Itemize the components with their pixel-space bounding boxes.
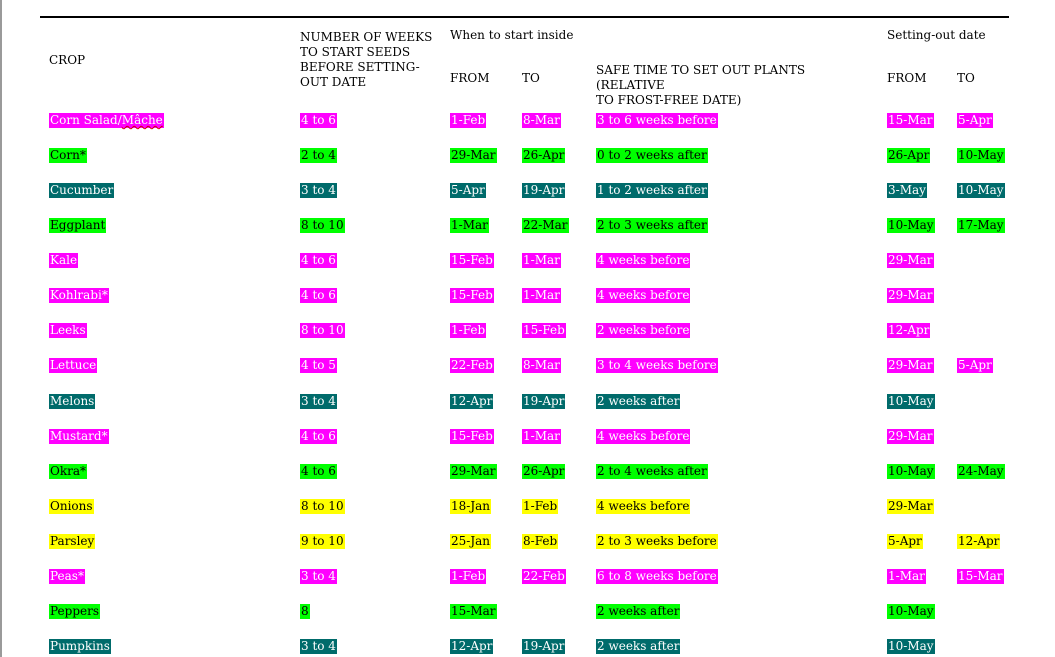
- cell-weeks: [300, 639, 337, 654]
- cell-start-to: [522, 464, 565, 479]
- cell-start-to-text: 8-Feb: [523, 534, 558, 548]
- header-safe-line1: SAFE TIME TO SET OUT PLANTS (RELATIVE: [596, 63, 806, 92]
- cell-crop-text: Okra*: [50, 464, 86, 478]
- cell-crop-text: Onions: [50, 499, 93, 513]
- cell-crop-text: Corn Salad/Mâche: [50, 113, 163, 127]
- cell-set-from: [887, 569, 926, 584]
- cell-safe-time: [596, 534, 718, 549]
- cell-safe-time-text: 3 to 4 weeks before: [597, 358, 717, 372]
- cell-start-from: [450, 288, 494, 303]
- cell-start-to: [522, 323, 566, 338]
- cell-set-from-text: 29-Mar: [888, 253, 933, 267]
- cell-safe-time-text: 2 to 3 weeks after: [597, 218, 707, 232]
- header-crop: CROP: [49, 53, 86, 67]
- cell-start-to-text: 26-Apr: [523, 148, 565, 162]
- cell-start-from: [450, 464, 497, 479]
- cell-set-from: [887, 639, 935, 654]
- cell-start-to: [522, 288, 561, 303]
- cell-weeks-text: 3 to 4: [301, 639, 336, 653]
- header-weeks: [300, 30, 435, 90]
- cell-safe-time: [596, 183, 708, 198]
- cell-safe-time: [596, 148, 708, 163]
- cell-safe-time: [596, 429, 690, 444]
- cell-weeks-text: 4 to 6: [301, 288, 336, 302]
- cell-set-from: [887, 604, 935, 619]
- cell-set-from-text: 29-Mar: [888, 499, 933, 513]
- cell-set-from-text: 3-May: [888, 183, 926, 197]
- header-start-to: TO: [522, 71, 540, 85]
- header-weeks-line3: BEFORE SETTING-: [300, 60, 420, 74]
- cell-set-from-text: 1-Mar: [888, 569, 925, 583]
- cell-weeks: [300, 464, 337, 479]
- cell-start-from: [450, 113, 486, 128]
- cell-weeks: [300, 113, 337, 128]
- cell-start-from-text: 1-Feb: [451, 323, 486, 337]
- cell-crop-text: Leeks: [50, 323, 86, 337]
- cell-crop: [49, 394, 95, 409]
- cell-set-from-text: 10-May: [888, 464, 934, 478]
- header-weeks-line4: OUT DATE: [300, 75, 367, 89]
- header-set-to: TO: [957, 71, 975, 85]
- cell-safe-time-text: 4 weeks before: [597, 429, 690, 443]
- cell-safe-time-text: 2 weeks after: [597, 639, 680, 653]
- cell-weeks: [300, 394, 337, 409]
- cell-start-to-text: 8-Mar: [523, 113, 560, 127]
- cell-start-to: [522, 534, 558, 549]
- cell-start-to-text: 8-Mar: [523, 358, 560, 372]
- cell-start-to: [522, 429, 561, 444]
- cell-crop-text: Peppers: [50, 604, 99, 618]
- cell-weeks-text: 9 to 10: [301, 534, 344, 548]
- cell-weeks: [300, 288, 337, 303]
- cell-start-from-text: 18-Jan: [451, 499, 491, 513]
- cell-start-to-text: 15-Feb: [523, 323, 565, 337]
- cell-set-from: [887, 218, 935, 233]
- cell-start-to: [522, 569, 566, 584]
- cell-set-to-text: 5-Apr: [958, 358, 992, 372]
- cell-crop: [49, 604, 100, 619]
- cell-safe-time: [596, 604, 680, 619]
- cell-start-to-text: 19-Apr: [523, 639, 565, 653]
- cell-crop-text: Melons: [50, 394, 95, 408]
- cell-weeks: [300, 183, 337, 198]
- cell-crop: [49, 429, 109, 444]
- cell-crop: [49, 569, 85, 584]
- header-setting-out: Setting-out date: [887, 28, 986, 42]
- cell-set-from-text: 15-Mar: [888, 113, 933, 127]
- cell-set-from-text: 10-May: [888, 218, 934, 232]
- cell-set-to-text: 10-May: [958, 183, 1004, 197]
- cell-safe-time: [596, 218, 708, 233]
- cell-start-from: [450, 253, 494, 268]
- cell-start-from-text: 29-Mar: [451, 148, 496, 162]
- cell-start-from: [450, 323, 486, 338]
- cell-set-from: [887, 183, 927, 198]
- cell-start-from-text: 22-Feb: [451, 358, 493, 372]
- cell-start-to-text: 22-Mar: [523, 218, 568, 232]
- cell-start-to-text: 26-Apr: [523, 464, 565, 478]
- cell-set-from: [887, 113, 934, 128]
- cell-weeks: [300, 148, 337, 163]
- cell-safe-time-text: 1 to 2 weeks after: [597, 183, 707, 197]
- cell-set-from: [887, 534, 923, 549]
- cell-start-from-text: 1-Feb: [451, 113, 486, 127]
- cell-weeks: [300, 604, 310, 619]
- table-top-rule: [40, 16, 1009, 18]
- header-safe-time: [596, 63, 876, 108]
- cell-crop: [49, 113, 164, 128]
- cell-safe-time-text: 2 weeks before: [597, 323, 690, 337]
- cell-set-from: [887, 323, 930, 338]
- cell-set-to: [957, 148, 1005, 163]
- cell-start-from-text: 15-Feb: [451, 429, 493, 443]
- cell-set-from: [887, 429, 934, 444]
- cell-safe-time: [596, 323, 690, 338]
- cell-safe-time-text: 3 to 6 weeks before: [597, 113, 717, 127]
- cell-crop: [49, 639, 111, 654]
- cell-weeks: [300, 429, 337, 444]
- cell-weeks: [300, 499, 345, 514]
- cell-start-from: [450, 358, 494, 373]
- cell-safe-time-text: 2 weeks after: [597, 394, 680, 408]
- cell-set-to: [957, 464, 1005, 479]
- cell-start-from: [450, 148, 497, 163]
- cell-crop: [49, 183, 114, 198]
- cell-set-to-text: 12-Apr: [958, 534, 1000, 548]
- cell-crop-text: Kohlrabi*: [50, 288, 108, 302]
- header-start-inside: When to start inside: [450, 28, 574, 42]
- cell-safe-time-text: 4 weeks before: [597, 288, 690, 302]
- cell-safe-time: [596, 394, 680, 409]
- cell-safe-time-text: 2 to 3 weeks before: [597, 534, 717, 548]
- cell-safe-time: [596, 113, 718, 128]
- cell-start-to: [522, 253, 561, 268]
- cell-start-from-text: 25-Jan: [451, 534, 491, 548]
- cell-weeks-text: 8 to 10: [301, 218, 344, 232]
- cell-crop-text: Lettuce: [50, 358, 97, 372]
- cell-crop-text: Eggplant: [50, 218, 106, 232]
- cell-safe-time: [596, 358, 718, 373]
- cell-set-from: [887, 499, 934, 514]
- cell-set-from-text: 29-Mar: [888, 358, 933, 372]
- cell-start-to-text: 19-Apr: [523, 183, 565, 197]
- cell-safe-time: [596, 288, 690, 303]
- cell-weeks-text: 8 to 10: [301, 499, 344, 513]
- header-set-from: FROM: [887, 71, 927, 85]
- cell-start-from-text: 15-Feb: [451, 288, 493, 302]
- cell-weeks-text: 4 to 5: [301, 358, 336, 372]
- cell-weeks-text: 4 to 6: [301, 464, 336, 478]
- cell-weeks: [300, 569, 337, 584]
- cell-safe-time: [596, 639, 680, 654]
- cell-start-from: [450, 569, 486, 584]
- cell-set-from-text: 26-Apr: [888, 148, 930, 162]
- header-weeks-line1: NUMBER OF WEEKS: [300, 30, 433, 44]
- cell-start-from: [450, 394, 493, 409]
- cell-start-to-text: 22-Feb: [523, 569, 565, 583]
- cell-safe-time-text: 2 to 4 weeks after: [597, 464, 707, 478]
- cell-set-to-text: 17-May: [958, 218, 1004, 232]
- cell-set-from-text: 12-Apr: [888, 323, 930, 337]
- cell-set-to: [957, 113, 993, 128]
- cell-start-from: [450, 534, 491, 549]
- cell-crop-text: Kale: [50, 253, 78, 267]
- cell-start-to: [522, 639, 565, 654]
- cell-crop: [49, 148, 87, 163]
- cell-safe-time: [596, 499, 690, 514]
- cell-start-from-text: 12-Apr: [451, 639, 493, 653]
- cell-start-to: [522, 148, 565, 163]
- cell-weeks: [300, 358, 337, 373]
- cell-crop: [49, 499, 94, 514]
- cell-start-from: [450, 429, 494, 444]
- cell-start-from: [450, 604, 497, 619]
- cell-set-from-text: 10-May: [888, 394, 934, 408]
- cell-start-to: [522, 183, 565, 198]
- cell-crop: [49, 253, 78, 268]
- cell-start-to: [522, 394, 565, 409]
- cell-weeks-text: 3 to 4: [301, 569, 336, 583]
- page-edge: [0, 0, 2, 657]
- cell-start-from: [450, 183, 486, 198]
- cell-crop-text: Mustard*: [50, 429, 108, 443]
- cell-safe-time: [596, 253, 690, 268]
- cell-set-to: [957, 534, 1000, 549]
- cell-weeks-text: 8 to 10: [301, 323, 344, 337]
- cell-start-from-text: 1-Feb: [451, 569, 486, 583]
- cell-crop: [49, 358, 97, 373]
- cell-set-to: [957, 358, 993, 373]
- cell-start-from-text: 15-Mar: [451, 604, 496, 618]
- header-start-from: FROM: [450, 71, 490, 85]
- cell-crop-text: Corn*: [50, 148, 86, 162]
- header-safe-line2: TO FROST-FREE DATE): [596, 93, 742, 107]
- cell-set-from: [887, 288, 934, 303]
- cell-weeks: [300, 218, 345, 233]
- cell-weeks-text: 3 to 4: [301, 183, 336, 197]
- cell-weeks-text: 4 to 6: [301, 113, 336, 127]
- cell-crop-text: Pumpkins: [50, 639, 110, 653]
- cell-weeks: [300, 534, 345, 549]
- cell-start-to: [522, 358, 561, 373]
- cell-set-to-text: 10-May: [958, 148, 1004, 162]
- cell-crop-text: Parsley: [50, 534, 95, 548]
- cell-set-from: [887, 464, 935, 479]
- cell-crop: [49, 218, 106, 233]
- cell-safe-time-text: 6 to 8 weeks before: [597, 569, 717, 583]
- cell-safe-time: [596, 464, 708, 479]
- cell-crop-text: Cucumber: [50, 183, 114, 197]
- cell-start-from-text: 5-Apr: [451, 183, 485, 197]
- cell-start-from-text: 15-Feb: [451, 253, 493, 267]
- cell-start-from-text: 1-Mar: [451, 218, 488, 232]
- cell-set-to: [957, 183, 1005, 198]
- cell-start-to-text: 19-Apr: [523, 394, 565, 408]
- cell-set-from-text: 29-Mar: [888, 288, 933, 302]
- cell-start-to-text: 1-Mar: [523, 288, 560, 302]
- cell-set-to: [957, 218, 1005, 233]
- cell-crop: [49, 288, 109, 303]
- cell-start-to-text: 1-Mar: [523, 429, 560, 443]
- cell-weeks: [300, 253, 337, 268]
- cell-weeks-text: 4 to 6: [301, 253, 336, 267]
- cell-set-to-text: 15-Mar: [958, 569, 1003, 583]
- cell-set-from: [887, 358, 934, 373]
- cell-set-from-text: 10-May: [888, 604, 934, 618]
- cell-safe-time-text: 2 weeks after: [597, 604, 680, 618]
- cell-weeks-text: 4 to 6: [301, 429, 336, 443]
- cell-start-to: [522, 499, 558, 514]
- cell-set-to: [957, 569, 1004, 584]
- cell-start-from: [450, 499, 491, 514]
- cell-set-from-text: 29-Mar: [888, 429, 933, 443]
- cell-set-from: [887, 148, 930, 163]
- header-weeks-line2: TO START SEEDS: [300, 45, 411, 59]
- cell-start-to-text: 1-Mar: [523, 253, 560, 267]
- cell-weeks-text: 8: [301, 604, 309, 618]
- cell-weeks-text: 2 to 4: [301, 148, 336, 162]
- cell-start-from: [450, 639, 493, 654]
- cell-start-from-text: 29-Mar: [451, 464, 496, 478]
- cell-set-from: [887, 253, 934, 268]
- cell-weeks: [300, 323, 345, 338]
- cell-crop: [49, 464, 87, 479]
- cell-safe-time: [596, 569, 718, 584]
- cell-set-from: [887, 394, 935, 409]
- cell-start-from: [450, 218, 489, 233]
- cell-crop: [49, 323, 87, 338]
- cell-set-from-text: 10-May: [888, 639, 934, 653]
- cell-crop-text: Peas*: [50, 569, 84, 583]
- cell-set-to-text: 24-May: [958, 464, 1004, 478]
- cell-safe-time-text: 4 weeks before: [597, 253, 690, 267]
- cell-start-to-text: 1-Feb: [523, 499, 558, 513]
- cell-safe-time-text: 0 to 2 weeks after: [597, 148, 707, 162]
- cell-set-from-text: 5-Apr: [888, 534, 922, 548]
- cell-crop: [49, 534, 95, 549]
- cell-start-from-text: 12-Apr: [451, 394, 493, 408]
- cell-start-to: [522, 113, 561, 128]
- cell-start-to: [522, 218, 569, 233]
- cell-safe-time-text: 4 weeks before: [597, 499, 690, 513]
- cell-weeks-text: 3 to 4: [301, 394, 336, 408]
- cell-set-to-text: 5-Apr: [958, 113, 992, 127]
